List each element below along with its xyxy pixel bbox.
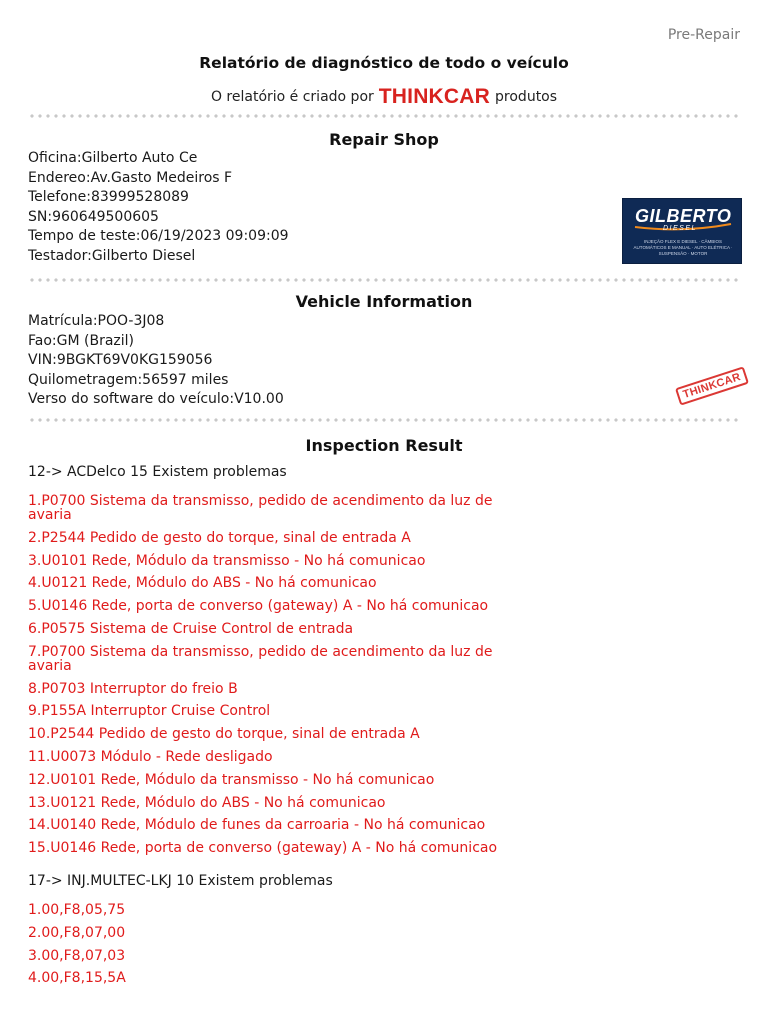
dtc-item: 3.00,F8,07,03 xyxy=(28,947,126,964)
dtc-list xyxy=(28,494,498,864)
dtc-list xyxy=(28,903,498,994)
shop-phone: Telefone:83999528089 xyxy=(28,189,189,205)
thinkcar-brand-logo: THINKCAR xyxy=(378,85,491,108)
pre-repair-label: Pre-Repair xyxy=(667,27,740,43)
dtc-item: 4.U0121 Rede, Módulo do ABS - No há comunicao xyxy=(28,575,377,592)
vehicle-software-version: Verso do software do veículo:V10.00 xyxy=(28,391,284,407)
dtc-item: 3.U0101 Rede, Módulo da transmisso - No há comunicao xyxy=(28,552,426,569)
dtc-item: 15.U0146 Rede, porta de converso (gateway) A - No há comunicao xyxy=(28,840,498,857)
vehicle-vin: VIN:9BGKT69V0KG159056 xyxy=(28,352,213,368)
inspection-result-title: Inspection Result xyxy=(305,436,463,455)
vehicle-info-title: Vehicle Information xyxy=(295,292,473,311)
report-title: Relatório de diagnóstico de todo o veículo xyxy=(199,54,569,72)
shop-address: Endereo:Av.Gasto Medeiros F xyxy=(28,169,233,186)
module-header: 12-> ACDelco 15 Existem problemas xyxy=(28,464,287,480)
dtc-item: 9.P155A Interruptor Cruise Control xyxy=(28,703,271,720)
logo-name: GILBERTO xyxy=(635,206,732,226)
dtc-item: 11.U0073 Módulo - Rede desligado xyxy=(28,748,273,765)
dotted-divider xyxy=(28,418,740,422)
dtc-item: 10.P2544 Pedido de gesto do torque, sinal de entrada A xyxy=(28,726,420,743)
created-by-suffix: produtos xyxy=(495,88,558,105)
vehicle-manufacturer: Fao:GM (Brazil) xyxy=(28,332,134,349)
thinkcar-stamp: THINKCAR xyxy=(675,366,749,405)
repair-shop-title: Repair Shop xyxy=(329,130,439,149)
logo-tagline: INJEÇÃO FLEX E DIESEL · CÂMBIOS AUTOMÁTICOS E MANUAL · AUTO ELÉTRICA · SUSPENSÃO · MOTOR xyxy=(633,239,733,256)
dtc-item: 7.P0700 Sistema da transmisso, pedido de acendimento da luz de avaria xyxy=(28,643,493,674)
dtc-item: 8.P0703 Interruptor do freio B xyxy=(28,680,238,697)
dtc-item: 5.U0146 Rede, porta de converso (gateway) A - No há comunicao xyxy=(28,598,489,615)
vehicle-mileage: Quilometragem:56597 miles xyxy=(28,371,229,388)
repair-shop-info xyxy=(28,149,289,266)
shop-serial: SN:960649500605 xyxy=(28,208,159,225)
dtc-item: 14.U0140 Rede, Módulo de funes da carroaria - No há comunicao xyxy=(28,817,486,834)
dtc-item: 13.U0121 Rede, Módulo do ABS - No há comunicao xyxy=(28,794,386,811)
gilberto-diesel-logo xyxy=(622,198,742,264)
created-by-prefix: O relatório é criado por xyxy=(210,88,374,105)
module-header: 17-> INJ.MULTEC-LKJ 10 Existem problemas xyxy=(28,873,333,889)
dotted-divider xyxy=(28,114,740,118)
logo-sub: DIESEL xyxy=(663,225,697,232)
tester-name: Testador:Gilberto Diesel xyxy=(28,247,196,264)
dtc-item: 2.00,F8,07,00 xyxy=(28,924,126,941)
vehicle-info xyxy=(28,312,284,410)
dtc-item: 12.U0101 Rede, Módulo da transmisso - No há comunicao xyxy=(28,771,435,788)
dtc-item: 4.00,F8,15,5A xyxy=(28,970,126,987)
dtc-item: 6.P0575 Sistema de Cruise Control de entrada xyxy=(28,620,354,637)
dtc-item: 1.P0700 Sistema da transmisso, pedido de acendimento da luz de avaria xyxy=(28,493,493,523)
dotted-divider xyxy=(28,278,740,282)
dtc-item: 1.00,F8,05,75 xyxy=(28,902,126,918)
vehicle-plate: Matrícula:POO-3J08 xyxy=(28,313,165,329)
dtc-item: 2.P2544 Pedido de gesto do torque, sinal de entrada A xyxy=(28,529,411,546)
created-by-line xyxy=(0,86,768,107)
shop-name: Oficina:Gilberto Auto Ce xyxy=(28,150,198,166)
test-time: Tempo de teste:06/19/2023 09:09:09 xyxy=(28,228,289,244)
